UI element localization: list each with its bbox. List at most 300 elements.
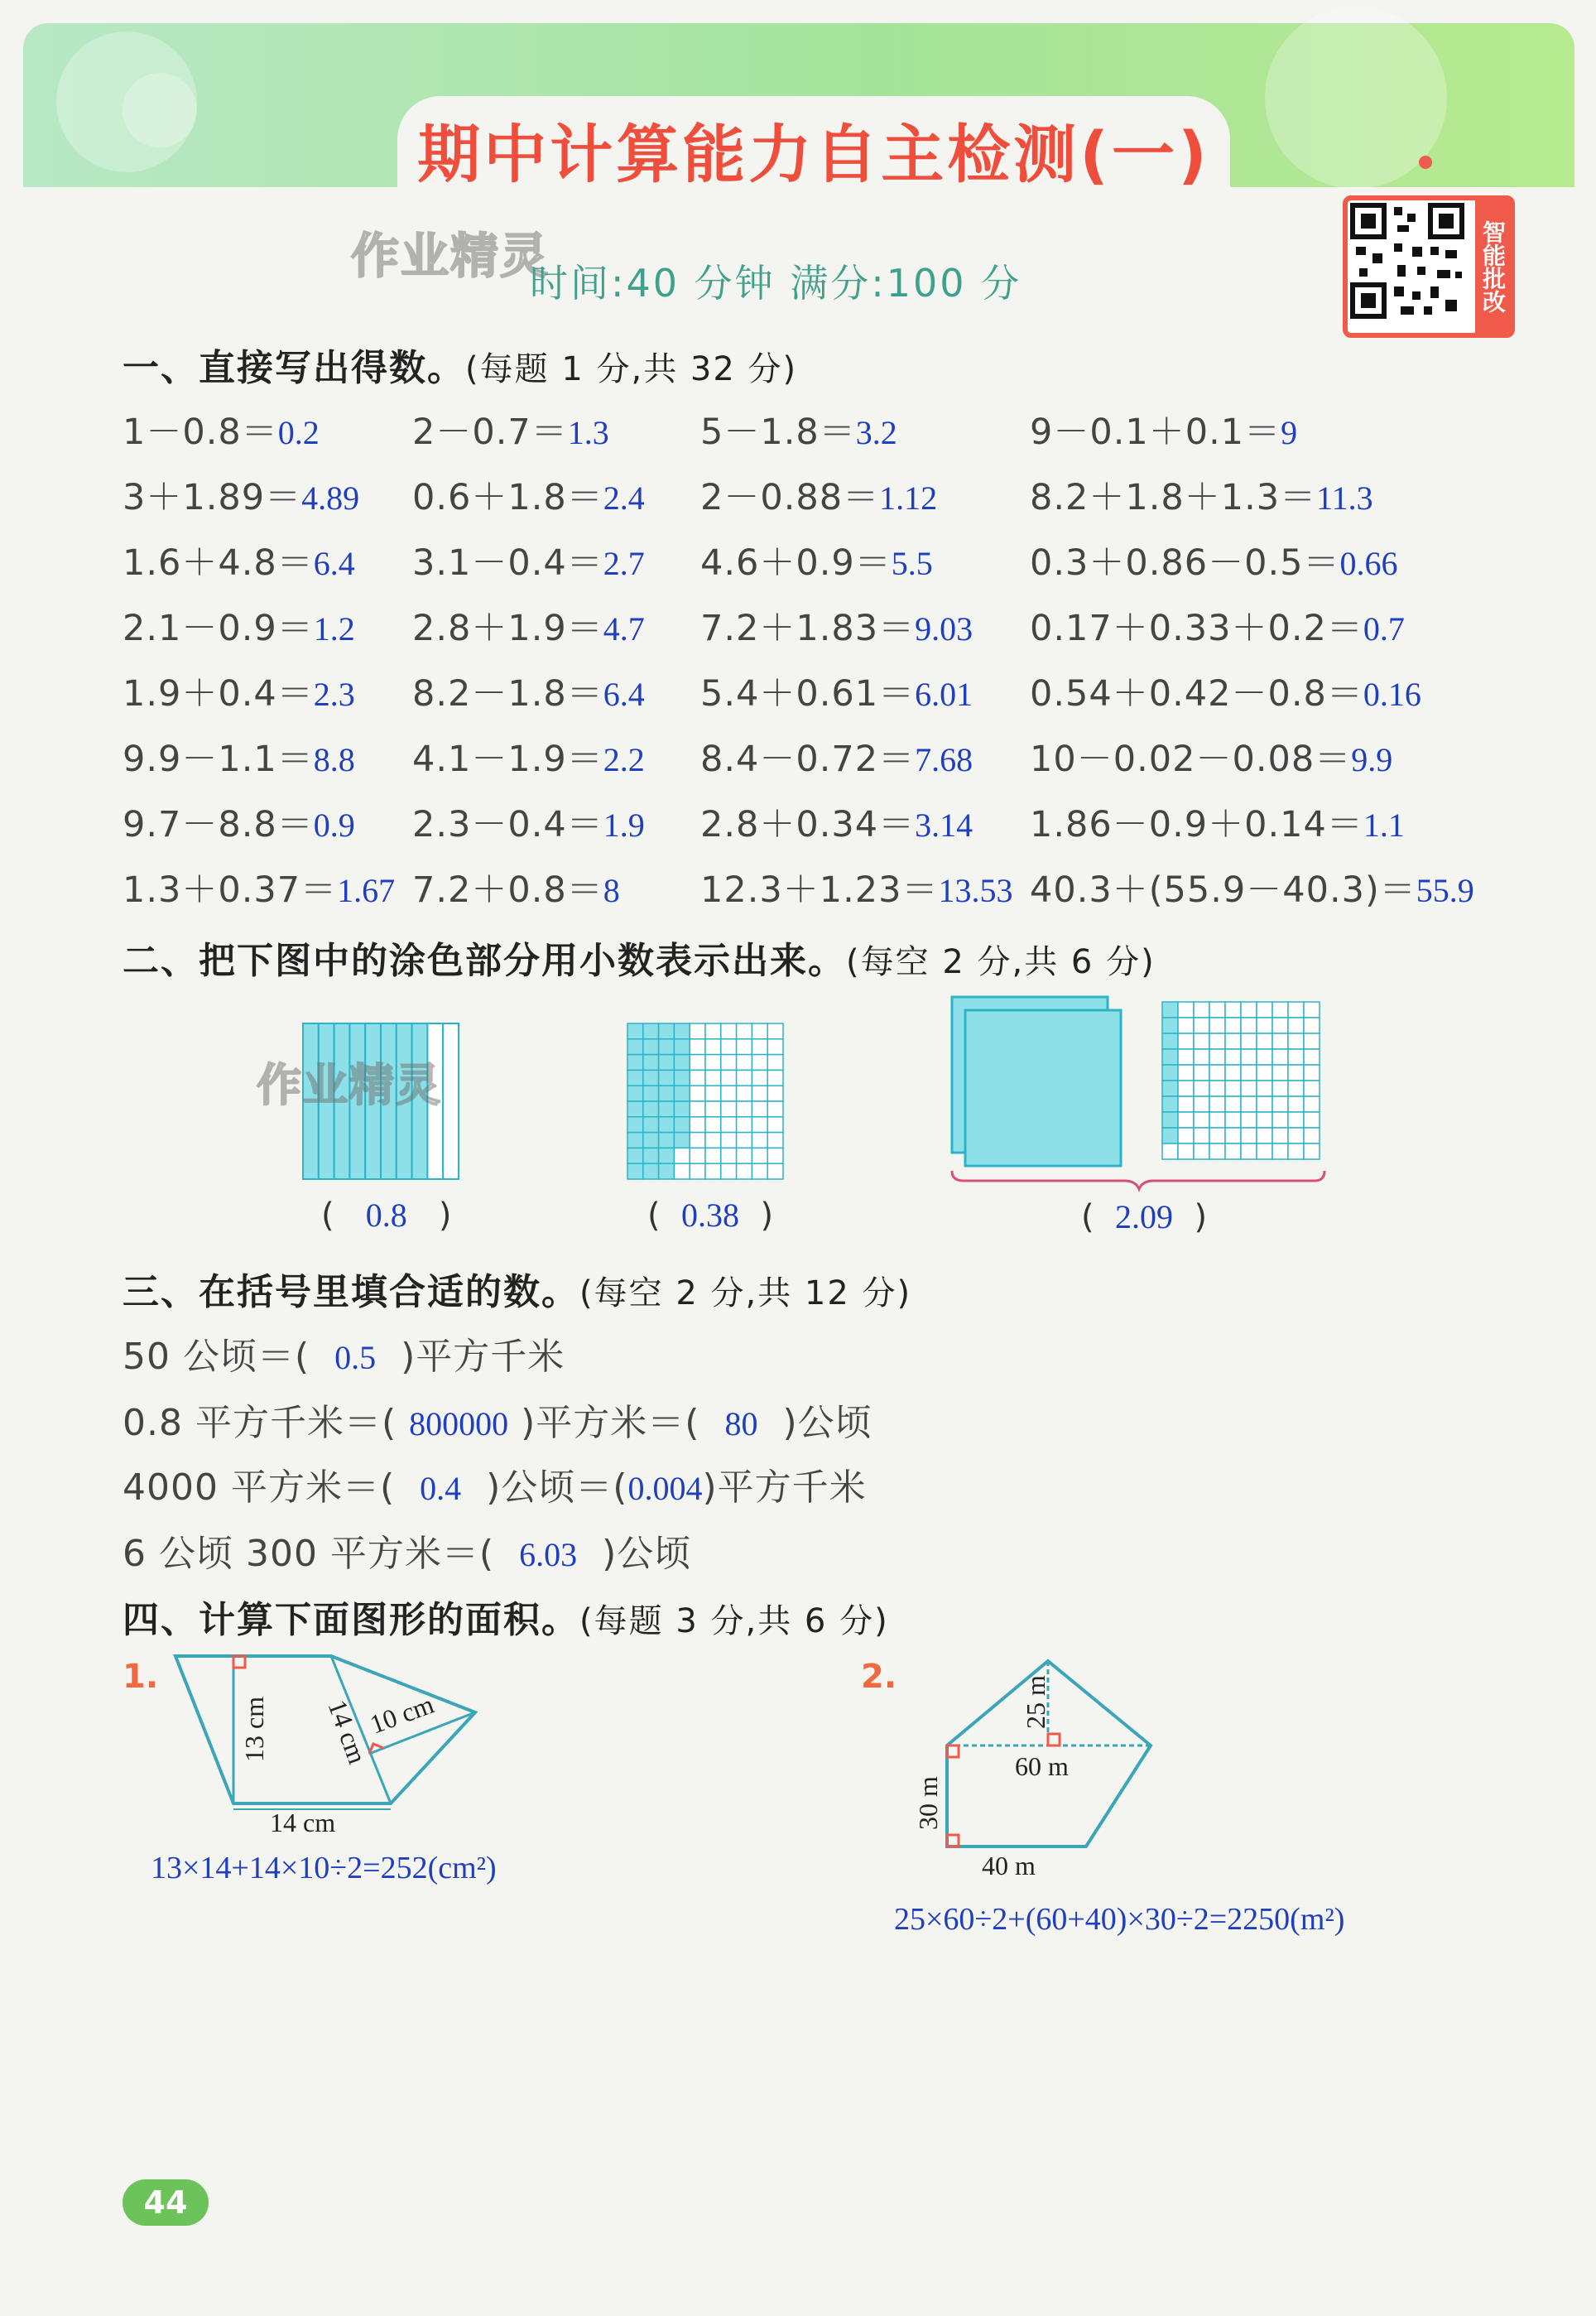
equation-question: 0.6＋1.8＝ [412,477,603,518]
equation-question: 9.9－1.1＝ [123,739,314,780]
grid-cell [752,1101,767,1117]
grid-cell [1225,1128,1241,1144]
grid-cell [659,1023,675,1039]
equation-question: 1－0.8＝ [123,412,278,453]
grid-cell [1272,1128,1288,1144]
grid-cell [752,1086,767,1101]
text: )平方千米 [702,1466,867,1509]
grid-cell [1162,1144,1178,1159]
grid-cell [1241,1096,1257,1112]
grid-cell [752,1070,767,1086]
equation-question: 40.3＋(55.9－40.3)＝ [1030,869,1416,911]
equation-answer: 8.8 [313,741,355,778]
grid-cell [643,1055,659,1071]
grid-cell [1272,1096,1288,1112]
grid-cell [1225,1049,1241,1065]
grid-cell [1272,1081,1288,1096]
equation-question: 3＋1.89＝ [123,477,302,518]
grid-answer-2 [647,1196,773,1235]
grid-cell [721,1101,737,1117]
equation-question: 2.8＋1.9＝ [412,608,603,649]
grid-cell [705,1101,721,1117]
grid-cell [752,1163,767,1179]
equation-question: 9－0.1＋0.1＝ [1030,412,1281,453]
equation-answer: 1.9 [603,807,645,844]
grid-cell [1209,1144,1225,1159]
grid-cell [1162,1065,1178,1081]
equation-question: 0.3＋0.86－0.5＝ [1030,542,1340,584]
dim-top: 60 m [1015,1751,1069,1781]
grid-cell [690,1101,705,1117]
grid-cell [1194,1081,1209,1096]
equation-answer: 1.67 [337,872,396,909]
grid-cell [1209,1081,1225,1096]
grid-cell [1178,1112,1194,1128]
equation-question: 4.6＋0.9＝ [700,542,892,584]
section-note: (每空 2 分,共 6 分) [846,943,1156,981]
brace [952,1171,1324,1189]
grid-cell [1194,1002,1209,1018]
grid-cell [690,1163,705,1179]
grid-cell [674,1117,690,1133]
grid-cell [674,1163,690,1179]
equation-answer: 6.4 [313,545,355,582]
grid-cell [643,1023,659,1039]
grid-cell [737,1023,752,1039]
answer-value: 0.004 [627,1470,703,1507]
grid-cell [705,1163,721,1179]
equation-question: 10－0.02－0.08＝ [1030,739,1352,780]
fill-in-3 [123,1457,867,1510]
paren-open: ( [321,1197,334,1235]
grid-cell [1241,1128,1257,1144]
grid-cell [643,1148,659,1163]
grid-cell [627,1023,643,1039]
grid-cell [674,1133,690,1148]
equation-question: 3.1－0.4＝ [412,542,603,584]
equation-answer: 0.16 [1363,676,1421,713]
grid-hundredths [627,1023,783,1179]
equation-answer: 8 [603,872,620,909]
equation-question: 9.7－8.8＝ [123,804,314,845]
grid-cell [767,1133,783,1148]
grid-cell [1241,1144,1257,1159]
grid-cell [1272,1033,1288,1049]
grid-cell [721,1070,737,1086]
grid-cell [1304,1033,1320,1049]
grid-cell [1241,1065,1257,1081]
grid-cell [1257,1128,1272,1144]
dim-side: 30 m [913,1776,943,1830]
grid-cell [1257,1112,1272,1128]
equation-answer: 0.2 [277,414,320,451]
grid-cell [659,1117,675,1133]
grid-cell [1162,1049,1178,1065]
grid-cell [1241,1081,1257,1096]
grid-cell [1225,1002,1241,1018]
answer-value: 0.5 [334,1339,377,1376]
grid-cell [705,1070,721,1086]
grid-cell [690,1039,705,1055]
text: )公顷＝( [486,1466,628,1509]
grid-cell [659,1055,675,1071]
grid-cell [752,1055,767,1071]
grid-cell [1257,1096,1272,1112]
equation-answer: 6.01 [915,676,973,713]
grid-cell [1288,1049,1304,1065]
grid-cell [690,1070,705,1086]
grid-cell [690,1133,705,1148]
grid-cell [1257,1033,1272,1049]
grid-cell [1288,1002,1304,1018]
figure-2-shape [913,1661,1151,1880]
grid-cell [1209,1033,1225,1049]
grid-cell [1288,1112,1304,1128]
grid-cell [1178,1033,1194,1049]
equation-answer: 0.66 [1339,545,1398,582]
grid-strip [443,1023,459,1179]
grid-cell [767,1039,783,1055]
grid-cell [1288,1065,1304,1081]
grid-cell [1304,1065,1320,1081]
figure-1-shape [175,1656,475,1837]
grid-cell [752,1133,767,1148]
grid-cell [690,1086,705,1101]
section-note: (每题 1 分,共 32 分) [465,350,798,388]
grid-cell [1225,1112,1241,1128]
grid-cell [1225,1065,1241,1081]
grid-cell [1178,1096,1194,1112]
grid-cell [737,1163,752,1179]
grid-cell [659,1101,675,1117]
grid-cell [767,1086,783,1101]
equation-answer: 4.89 [301,479,360,517]
grid-cell [721,1133,737,1148]
equation-question: 4.1－1.9＝ [412,739,603,780]
grid-cell [752,1023,767,1039]
answer-value: 0.38 [681,1197,740,1234]
grid-cell [659,1148,675,1163]
qr-label: 智能批改 [1475,195,1510,338]
figure-1-solution: 13×14+14×10÷2=252(cm²) [151,1851,497,1885]
equation-question: 7.2＋1.83＝ [700,608,916,649]
section-title: 三、在括号里填合适的数。 [123,1271,579,1313]
answer-value: 0.8 [365,1197,407,1234]
grid-cell [1178,1049,1194,1065]
grid-cell [1257,1144,1272,1159]
equation-answer: 6.4 [603,676,645,713]
grid-cell [643,1086,659,1101]
grid-cell [674,1101,690,1117]
grid-cell [1209,1002,1225,1018]
grid-cell [1272,1112,1288,1128]
paren-close: ) [438,1197,452,1235]
grid-cell [1272,1049,1288,1065]
equation-question: 8.4－0.72＝ [700,739,916,780]
fill-in-4 [123,1524,691,1577]
paren-open: ( [1081,1198,1094,1236]
page-title: 期中计算能力自主检测(一) [417,118,1210,191]
grid-cell [659,1086,675,1101]
grid-cell [752,1117,767,1133]
equation-question: 7.2＋0.8＝ [412,869,603,911]
figure-2-label: 2. [861,1658,897,1696]
grid-cell [1225,1018,1241,1033]
grid-cell [737,1101,752,1117]
whole-square [965,1010,1121,1166]
paren-open: ( [647,1197,661,1235]
grid-cell [1225,1144,1241,1159]
grid-cell [1162,1033,1178,1049]
page-number: 44 [123,2179,209,2226]
equation-question: 2.1－0.9＝ [123,608,314,649]
grid-cell [705,1055,721,1071]
grid-cell [1194,1033,1209,1049]
grid-cell [1178,1018,1194,1033]
equation-answer: 1.12 [879,479,938,517]
grid-cell [674,1086,690,1101]
grid-cell [737,1133,752,1148]
equation-question: 2.8＋0.34＝ [700,804,916,845]
grid-cell [1194,1128,1209,1144]
equation-answer: 4.7 [603,610,645,648]
equation-answer: 9.9 [1351,741,1393,778]
equation-answer: 2.7 [603,545,645,582]
equation-question: 1.86－0.9＋0.14＝ [1030,804,1363,845]
grid-cell [705,1117,721,1133]
section-title: 一、直接写出得数。 [123,347,465,389]
grid-cell [1288,1018,1304,1033]
grid-cell [1288,1033,1304,1049]
grid-cell [737,1086,752,1101]
fill-in-1 [123,1327,565,1379]
equation-answer: 0.9 [313,807,355,844]
grid-cell [767,1101,783,1117]
grid-cell [643,1133,659,1148]
paren-close: ) [760,1197,774,1235]
equation-question: 2－0.88＝ [700,477,880,518]
grid-cell [1272,1065,1288,1081]
grid-cell [1241,1049,1257,1065]
grid-cell [1178,1144,1194,1159]
grid-cell [1288,1081,1304,1096]
paren-close: ) [1194,1198,1208,1236]
equation-answer: 1.3 [567,414,609,451]
equation-answer: 9.03 [915,610,973,648]
grid-cell [1304,1096,1320,1112]
grid-cell [1257,1065,1272,1081]
grid-cell [721,1039,737,1055]
grid-cell [1194,1144,1209,1159]
grid-cell [767,1163,783,1179]
grid-cell [1241,1112,1257,1128]
grid-cell [737,1117,752,1133]
text: )平方千米 [401,1336,565,1378]
answer-value: 6.03 [519,1536,578,1573]
grid-cell [1209,1049,1225,1065]
grid-cell [1209,1112,1225,1128]
grid-cell [705,1133,721,1148]
grid-cell [705,1039,721,1055]
answer-value: 800000 [409,1405,509,1442]
grid-cell [627,1163,643,1179]
grid-cell [690,1023,705,1039]
grid-cell [1257,1081,1272,1096]
grid-cell [1288,1096,1304,1112]
grid-cell [627,1039,643,1055]
grid-cell [1194,1065,1209,1081]
grid-cell [1304,1112,1320,1128]
grid-cell [1241,1018,1257,1033]
text: )公顷 [602,1533,692,1575]
equation-answer: 3.2 [855,414,897,451]
grid-cell [1178,1081,1194,1096]
grid-cell [1304,1081,1320,1096]
grid-cell [1257,1018,1272,1033]
grid-cell [767,1117,783,1133]
grid-cell [674,1070,690,1086]
grid-cell [659,1163,675,1179]
grid-cell [674,1039,690,1055]
grid-cell [767,1055,783,1071]
grid-cell [643,1101,659,1117]
grid-cell [1209,1065,1225,1081]
grid-cell [643,1070,659,1086]
grid-cell [1225,1096,1241,1112]
figure-2-solution: 25×60÷2+(60+40)×30÷2=2250(m²) [894,1902,1345,1937]
grid-cell [1194,1049,1209,1065]
equation-answer: 1.1 [1363,807,1405,844]
grid-cell [1209,1128,1225,1144]
grid-cell [721,1163,737,1179]
grid-cell [1241,1002,1257,1018]
grid-cell [721,1148,737,1163]
text: 50 公顷＝( [123,1336,310,1378]
section-4-heading [123,1590,889,1643]
grid-cell [674,1055,690,1071]
section-title: 四、计算下面图形的面积。 [123,1599,579,1641]
fill-in-2 [123,1393,873,1446]
equation-question: 0.17＋0.33＋0.2＝ [1030,608,1363,649]
grid-cell [1194,1112,1209,1128]
section-note: (每空 2 分,共 12 分) [579,1274,912,1312]
equation-question: 2－0.7＝ [412,412,568,453]
grid-cell [1162,1018,1178,1033]
grid-cell [1241,1033,1257,1049]
grid-cell [767,1023,783,1039]
grid-cell [1194,1096,1209,1112]
grid-cell [690,1148,705,1163]
dim-height-2: 10 cm [366,1688,438,1740]
grid-cell [674,1148,690,1163]
equation-answer: 11.3 [1316,479,1373,517]
grid-cell [721,1117,737,1133]
grid-cell [627,1070,643,1086]
section-note: (每题 3 分,共 6 分) [579,1602,889,1640]
grid-cell [659,1070,675,1086]
area-figures [0,1639,1596,1938]
equation-answer: 55.9 [1416,872,1474,909]
grid-cell [690,1117,705,1133]
text: )平方米＝( [521,1402,700,1444]
equation-question: 1.6＋4.8＝ [123,542,314,584]
time-score-info: 时间:40 分钟 满分:100 分 [530,261,1022,306]
grid-cell [627,1148,643,1163]
grid-cell [1288,1128,1304,1144]
grid-cell [1162,1002,1178,1018]
grid-cell [659,1133,675,1148]
grid-cell [1178,1128,1194,1144]
grid-cell [1304,1002,1320,1018]
equation-question: 2.3－0.4＝ [412,804,603,845]
dim-triangle-height: 25 m [1021,1675,1050,1729]
text: 6 公顷 300 平方米＝( [123,1533,495,1575]
text: 4000 平方米＝( [123,1466,396,1509]
grid-cell [1304,1144,1320,1159]
equation-question: 1.3＋0.37＝ [123,869,338,911]
grid-cell [1178,1065,1194,1081]
grid-cell [737,1070,752,1086]
grid-cell [1194,1018,1209,1033]
equation-question: 12.3＋1.23＝ [700,869,939,911]
equation-question: 8.2＋1.8＋1.3＝ [1030,477,1317,518]
grid-cell [721,1055,737,1071]
grid-cell [627,1133,643,1148]
section-title: 二、把下图中的涂色部分用小数表示出来。 [123,940,846,982]
section-3-heading [123,1262,911,1315]
grid-cell [705,1148,721,1163]
grid-cell [752,1039,767,1055]
answer-value: 0.4 [420,1470,462,1507]
grid-cell [1257,1002,1272,1018]
grid-cell [643,1163,659,1179]
grid-cell [1162,1081,1178,1096]
grid-cell [1209,1096,1225,1112]
grid-cell [721,1086,737,1101]
grid-cell [1272,1002,1288,1018]
grid-cell [1225,1033,1241,1049]
dim-height: 13 cm [239,1696,269,1762]
dim-bottom: 40 m [982,1851,1036,1880]
dim-diagonal: 14 cm [322,1696,373,1768]
grid-cell [1288,1144,1304,1159]
grid-cell [705,1086,721,1101]
grid-cell [1225,1081,1241,1096]
grid-cell [1178,1002,1194,1018]
text: 0.8 平方千米＝( [123,1402,397,1444]
equation-answer: 2.4 [603,479,645,517]
grid-cell [643,1117,659,1133]
grid-cell [1304,1018,1320,1033]
equation-answer: 2.3 [313,676,355,713]
grid-cell [737,1148,752,1163]
grid-cell [674,1023,690,1039]
answer-value: 2.09 [1115,1198,1174,1235]
grid-cell [1272,1018,1288,1033]
text: )公顷 [782,1402,873,1444]
grid-cell [752,1148,767,1163]
grid-cell [1304,1128,1320,1144]
grid-cell [1304,1049,1320,1065]
grid-cell [705,1023,721,1039]
equation-answer: 1.2 [313,610,355,648]
equation-answer: 3.14 [915,807,973,844]
grid-cell [1272,1144,1288,1159]
equation-answer: 7.68 [915,741,973,778]
equation-answer: 0.7 [1363,610,1405,648]
grid-cell [1162,1128,1178,1144]
watermark: 作业精灵 [257,1059,442,1111]
